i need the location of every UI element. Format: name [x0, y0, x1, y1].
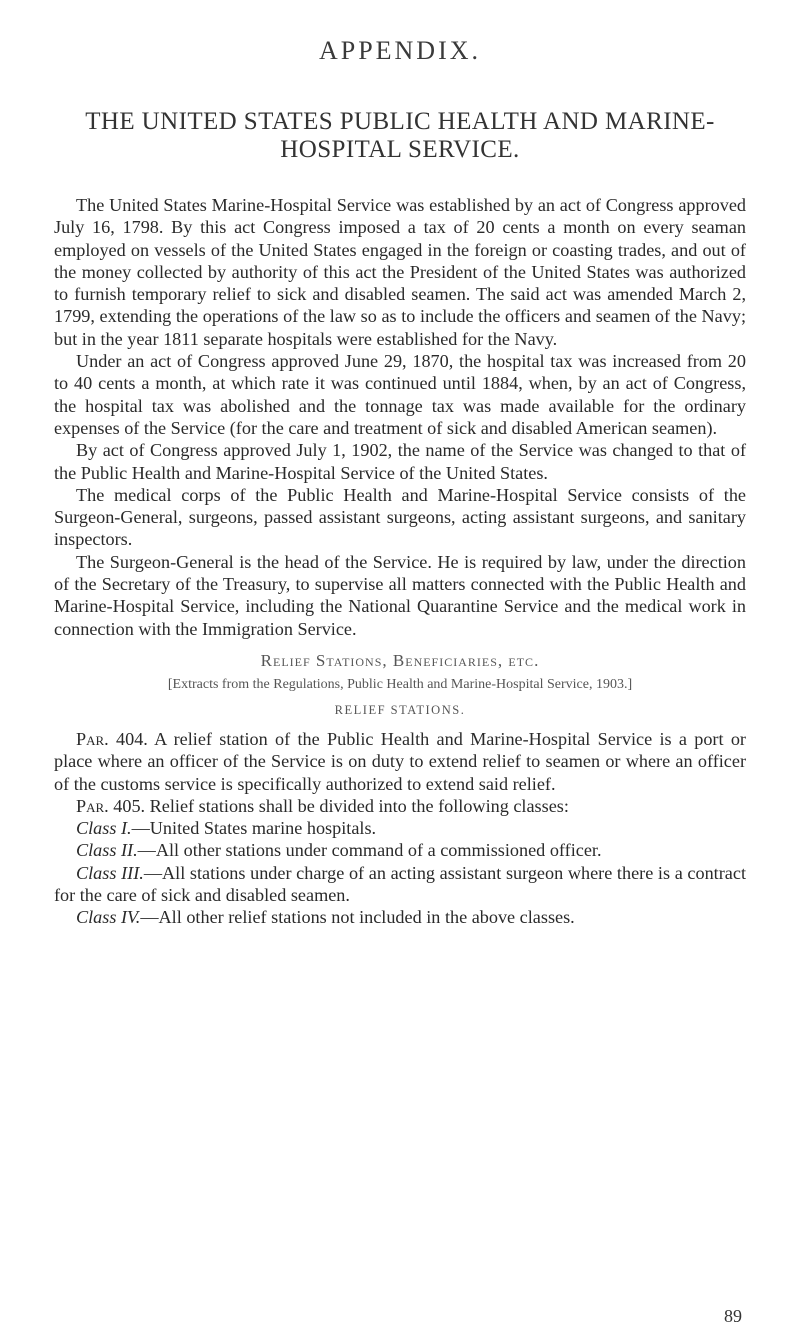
- class-item: [54, 839, 746, 861]
- class-label: Class II.: [76, 840, 138, 861]
- par-404-label: Par. 404.: [76, 728, 148, 749]
- class-text: —United States marine hospitals.: [131, 818, 377, 839]
- class-item: [54, 906, 746, 928]
- class-text: —All stations under charge of an acting assistant surgeon where there is a contract for the care of sick and disabled seamen.: [54, 862, 746, 906]
- class-text: —All other stations under command of a commissioned officer.: [137, 840, 602, 861]
- par-405-text: Relief stations shall be divided into the following classes:: [145, 795, 569, 816]
- page-title: THE UNITED STATES PUBLIC HEALTH AND MARINE-HOSPITAL SERVICE.: [85, 108, 715, 163]
- paragraph-surgeon-general: The Surgeon-General is the head of the Service. He is required by law, under the direction of the Secretary of the Treasury, to supervise all matters connected with the Public Health and Marine-Hospital Service, including the National Quarantine Service and the medical work in connection with the Immigration Service.: [54, 551, 746, 639]
- par-405-label: Par. 405.: [76, 795, 146, 816]
- par-404-text: A relief station of the Public Health and Marine-Hospital Service is a port or place where an officer of the Service is on duty to extend relief to seamen or where an officer of the customs service is specifically authorized to extend said relief.: [54, 728, 746, 794]
- paragraph-par-404: [54, 728, 746, 795]
- paragraph-name-change: By act of Congress approved July 1, 1902, the name of the Service was changed to that of the Public Health and Marine-Hospital Service of the United States.: [54, 440, 746, 483]
- paragraph-hospital-tax: Under an act of Congress approved June 29, 1870, the hospital tax was increased from 20 to 40 cents a month, at which rate it was continued until 1884, when, by an act of Congress, the hospital tax was abolished and the tonnage tax was made available for the ordinary expenses of the Service (for the care and treatment of sick and disabled American seamen).: [54, 351, 746, 438]
- class-label: Class I.: [76, 818, 132, 839]
- paragraph-history: The United States Marine-Hospital Service was established by an act of Congress approved July 16, 1798. By this act Congress imposed a tax of 20 cents a month on every seaman employed on vessels of the United States engaged in the foreign or coasting trades, and out of the money collected by authority of this act the President of the United States was authorized to furnish temporary relief to sick and disabled seamen. The said act was amended March 2, 1799, extending the operations of the law so as to include the officers and seamen of the Navy; but in the year 1811 separate hospitals were established for the Navy.: [54, 195, 746, 349]
- page-number: 89: [724, 1306, 742, 1326]
- appendix-heading: APPENDIX.: [318, 36, 482, 65]
- document-page: [54, 36, 746, 929]
- section-heading-relief-stations: Relief Stations, Beneficiaries, etc.: [260, 650, 540, 670]
- class-label: Class III.: [76, 862, 144, 883]
- paragraph-par-405: [54, 795, 746, 817]
- subheading-relief-stations: RELIEF STATIONS.: [334, 702, 466, 717]
- extract-note: [Extracts from the Regulations, Public Health and Marine-Hospital Service, 1903.]: [167, 676, 633, 692]
- class-item: [54, 862, 746, 907]
- paragraph-medical-corps: The medical corps of the Public Health and Marine-Hospital Service consists of the Surgeon-General, surgeons, passed assistant surgeons, acting assistant surgeons, and sanitary inspectors.: [54, 484, 746, 550]
- class-item: [54, 817, 746, 839]
- class-label: Class IV.: [76, 907, 141, 928]
- class-text: —All other relief stations not included in the above classes.: [140, 907, 575, 928]
